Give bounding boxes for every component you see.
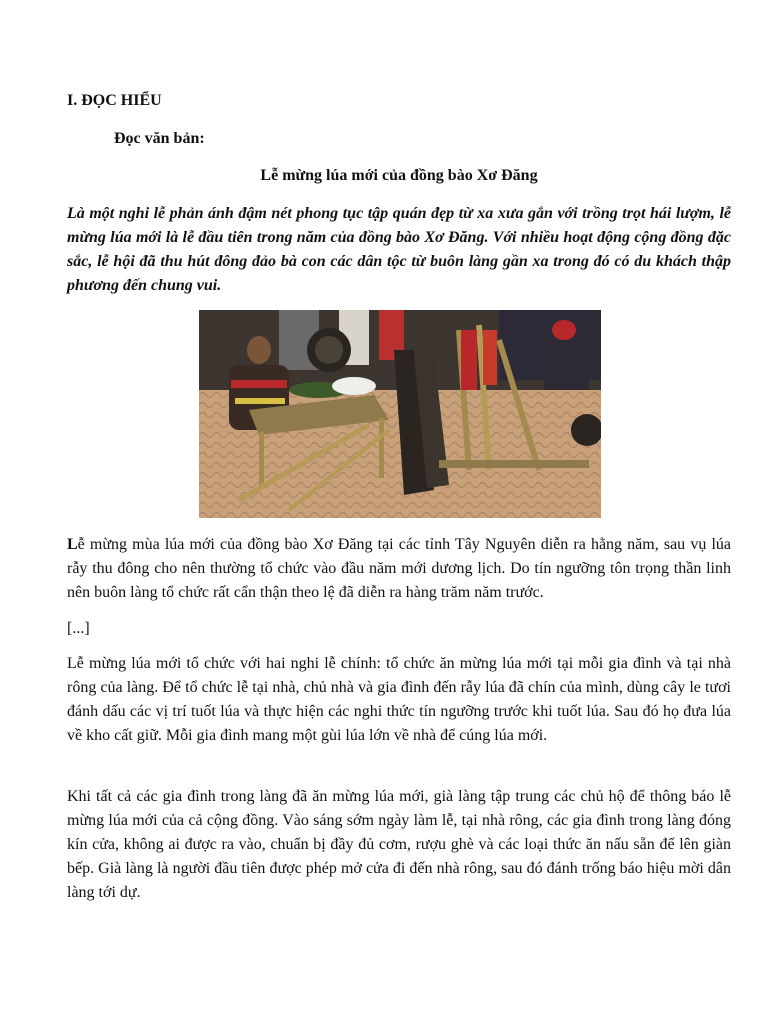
paragraph-1	[67, 533, 731, 605]
ellipsis: [...]	[67, 620, 90, 637]
festival-photo	[199, 310, 601, 518]
paragraph-2: Lễ mừng lúa mới tổ chức với hai nghi lễ chính: tổ chức ăn mừng lúa mới tại mỗi gia đình và tại nhà rông của làng. Để tổ chức lễ tại nhà, chủ nhà và gia đình đến rẫy lúa đã chín của mình, dùng cây le tươi đánh dấu các vị trí tuốt lúa và thực hiện các nghi thức tín ngưỡng trước khi tuốt lúa. Sau đó họ đưa lúa về kho cất giữ. Mỗi gia đình mang một gùi lúa lớn về nhà để cúng lúa mới.	[67, 655, 731, 744]
paragraph-3: Khi tất cả các gia đình trong làng đã ăn mừng lúa mới, già làng tập trung các chủ hộ để thông báo lễ mừng lúa mới của cả cộng đồng. Vào sáng sớm ngày làm lễ, tại nhà rông, các gia đình trong làng đóng kín cửa, không ai được ra vào, chuẩn bị đầy đủ cơm, rượu ghè và các loại thức ăn nấu sẵn để lên giàn bếp. Già làng là người đầu tiên được phép mở cửa đi đến nhà rông, sau đó đánh trống báo hiệu mời dân làng tới dự.	[67, 788, 731, 901]
section-heading: I. ĐỌC HIỂU	[67, 92, 162, 109]
subheading: Đọc văn bản:	[114, 130, 205, 147]
paragraph-1-text: ễ mừng mùa lúa mới của đồng bào Xơ Đăng tại các tỉnh Tây Nguyên diễn ra hằng năm, sau vụ lúa rẫy thu đông cho nên thường tổ chức vào đầu năm mới dương lịch. Do tín ngưỡng tôn trọng thần linh nên buôn làng tổ chức rất cẩn thận theo lệ đã diễn ra hàng trăm năm trước.	[67, 536, 731, 601]
document-title: Lễ mừng lúa mới của đồng bào Xơ Đăng	[260, 167, 538, 184]
drop-cap: L	[67, 536, 78, 553]
intro-paragraph: Là một nghi lễ phản ánh đậm nét phong tục tập quán đẹp từ xa xưa gắn với trồng trọt hái lượm, lễ mừng lúa mới là lễ đầu tiên trong năm của đồng bào Xơ Đăng. Với nhiều hoạt động cộng đồng đặc sắc, lễ hội đã thu hút đông đảo bà con các dân tộc từ buôn làng gần xa trong đó có du khách thập phương đến chung vui.	[67, 205, 731, 294]
